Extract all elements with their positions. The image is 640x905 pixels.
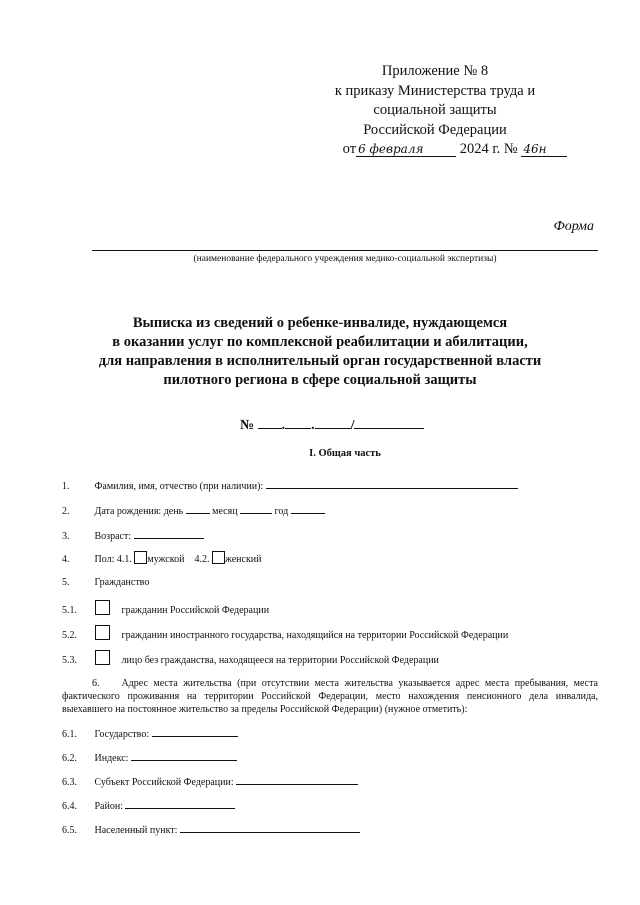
appendix-header [300,62,570,160]
region-input[interactable] [236,774,358,785]
field-number: 5.2. [62,630,77,641]
field-label: Пол: 4.1. [94,554,132,565]
field-number: 6. [92,678,100,689]
district-input[interactable] [125,798,235,809]
year-label: год [274,506,289,517]
field-birth-date [62,503,325,517]
field-number: 5.3. [62,655,77,666]
field-postal-index [62,750,237,764]
country-input[interactable] [152,726,238,737]
field-region [62,774,358,788]
field-number: 6.4. [62,801,77,812]
field-label: Адрес места жительства (при отсутствии места жительства указывается адрес места пребывания, места фактического проживания на территории Российской Федерации, место нахождения пенсионного дела инвалида, выехавшего на постоянное жительство за пределы Российской Федерации) (нужное отметить): [62,678,598,715]
title-line-1: Выписка из сведений о ребенке-инвалиде, нуждающемся [132,315,508,331]
number-sign: № [240,418,255,433]
field-sex [62,551,262,565]
number-field-3[interactable] [315,416,351,429]
field-age [62,528,204,542]
field-full-name [62,478,518,492]
number-field-4[interactable] [354,416,424,429]
field-number: 6.3. [62,777,77,788]
field-locality [62,822,360,836]
number-field-1[interactable] [258,416,282,429]
org-name-line[interactable] [92,250,598,251]
appendix-line-2: к приказу Министерства труда и [334,82,536,99]
field-district [62,798,235,812]
field-label: Район: [94,801,123,812]
appendix-line-1: Приложение № 8 [381,63,489,79]
month-label: месяц [212,506,238,517]
year-text: 2024 г. № [459,141,518,157]
field-label: Фамилия, имя, отчество (при наличии): [94,481,264,492]
handwritten-number: 46н [521,142,567,157]
field-number: 6.5. [62,825,77,836]
field-label: Индекс: [94,753,129,764]
field-label: Государство: [94,729,150,740]
document-title [60,314,580,390]
field-label: гражданин иностранного государства, находящийся на территории Российской Федерации [121,630,509,641]
field-citizenship [62,577,149,588]
appendix-line-4: Российской Федерации [363,121,507,138]
form-label: Форма [553,219,594,234]
appendix-line-3: социальной защиты [373,102,497,118]
field-address [62,677,598,716]
field-citizenship-rf [62,600,269,616]
male-checkbox[interactable] [134,551,147,564]
postal-index-input[interactable] [131,750,237,761]
birth-year-input[interactable] [291,503,325,514]
female-checkbox[interactable] [212,551,225,564]
age-input[interactable] [134,528,204,539]
field-number: 5.1. [62,605,77,616]
field-number: 3. [62,531,70,542]
field-label: Населенный пункт: [94,825,178,836]
field-number: 1. [62,481,70,492]
field-label: Возраст: [94,531,132,542]
field-country [62,726,238,740]
title-line-3: для направления в исполнительный орган государственной власти [98,353,542,369]
appendix-date-line [340,140,570,160]
field-label: Дата рождения: день [94,506,184,517]
title-line-2: в оказании услуг по комплексной реабилитации и абилитации, [112,334,528,350]
handwritten-date: 6 февраля [356,142,456,157]
field-number: 2. [62,506,70,517]
field-label: лицо без гражданства, находящееся на территории Российской Федерации [121,655,439,666]
field-number: 6.1. [62,729,77,740]
field-citizenship-foreign [62,625,508,641]
field-label: Субъект Российской Федерации: [94,777,234,788]
field-stateless [62,650,439,666]
citizen-rf-checkbox[interactable] [95,600,110,615]
org-name-caption: (наименование федерального учреждения медико-социальной экспертизы) [193,254,497,264]
field-number: 6.2. [62,753,77,764]
full-name-input[interactable] [266,478,518,489]
foreign-citizen-checkbox[interactable] [95,625,110,640]
field-label: гражданин Российской Федерации [121,605,270,616]
section-title: I. Общая часть [309,448,381,459]
title-line-4: пилотного региона в сфере социальной защиты [163,372,477,388]
number-field-2[interactable] [285,416,311,429]
male-label: мужской [147,554,185,565]
document-number-line: № . . / [240,416,424,434]
birth-day-input[interactable] [186,503,210,514]
field-number: 5. [62,577,70,588]
field-label: Гражданство [94,577,150,588]
female-label: женский [224,554,262,565]
birth-month-input[interactable] [240,503,272,514]
stateless-checkbox[interactable] [95,650,110,665]
locality-input[interactable] [180,822,360,833]
date-prefix: от [342,141,357,157]
female-option-number: 4.2. [194,554,210,565]
field-number: 4. [62,554,70,565]
